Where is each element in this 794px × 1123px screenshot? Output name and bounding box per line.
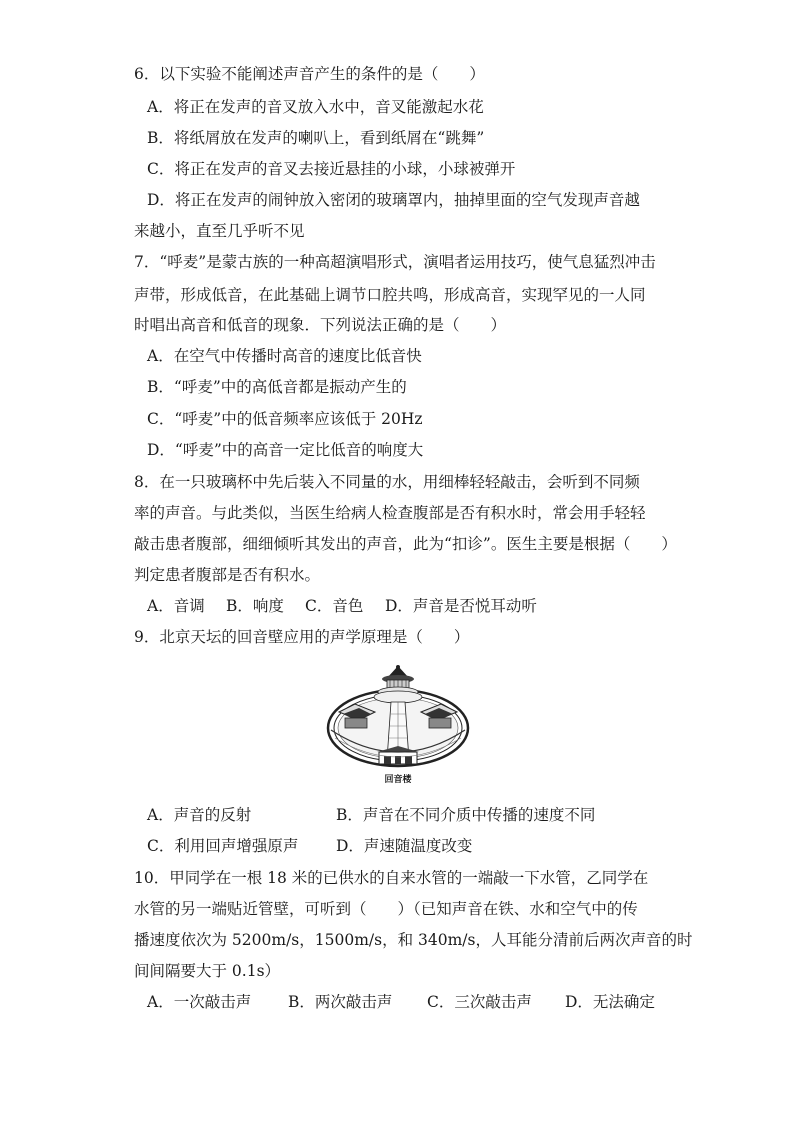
temple-of-heaven-illustration: [325, 664, 471, 774]
q8-option-c: C．音色: [305, 597, 364, 615]
q9-option-d: D．声速随温度改变: [336, 837, 473, 855]
q10-stem-line3: 播速度依次为 5200m/s，1500m/s，和 340m/s，人耳能分清前后两次声音的时: [134, 931, 693, 949]
q9-option-b: B．声音在不同介质中传播的速度不同: [336, 806, 596, 824]
q6-option-d: D．将正在发声的闹钟放入密闭的玻璃罩内，抽掉里面的空气发现声音越: [147, 191, 640, 209]
q6-option-d-cont: 来越小，直至几乎听不见: [134, 222, 305, 240]
q9-option-c: C．利用回声增强原声: [147, 837, 299, 855]
figure-caption: 回音楼: [384, 775, 412, 785]
echo-wall-figure: [325, 664, 471, 790]
q10-stem-line4: 间间隔要大于 0.1s）: [134, 962, 281, 980]
q8-stem-line4: 判定患者腹部是否有积水。: [134, 566, 321, 584]
q8-option-d: D．声音是否悦耳动听: [385, 597, 537, 615]
q10-stem-line2: 水管的另一端贴近管壁，可听到（ ）（已知声音在铁、水和空气中的传: [134, 900, 638, 918]
q6-stem: 6．以下实验不能阐述声音产生的条件的是（ ）: [134, 65, 485, 83]
q10-option-a: A．一次敲击声: [147, 993, 252, 1011]
q7-option-d: D．“呼麦”中的高音一定比低音的响度大: [147, 441, 424, 459]
q10-option-d: D．无法确定: [565, 993, 655, 1011]
q6-option-a: A．将正在发声的音叉放入水中，音叉能激起水花: [147, 98, 484, 116]
q10-option-c: C．三次敲击声: [427, 993, 532, 1011]
q8-stem-line1: 8．在一只玻璃杯中先后装入不同量的水，用细棒轻轻敲击，会听到不同频: [134, 473, 640, 491]
q7-option-c: C．“呼麦”中的低音频率应该低于 20Hz: [147, 410, 423, 428]
q9-option-a: A．声音的反射: [147, 806, 252, 824]
q8-stem-line3: 敲击患者腹部，细细倾听其发出的声音，此为“扣诊”。医生主要是根据（ ）: [134, 535, 677, 553]
q7-option-b: B．“呼麦”中的高低音都是振动产生的: [147, 378, 407, 396]
q10-stem-line1: 10．甲同学在一根 18 米的已供水的自来水管的一端敲一下水管，乙同学在: [134, 869, 649, 887]
q8-option-a: A．音调: [147, 597, 205, 615]
q8-stem-line2: 率的声音。与此类似，当医生给病人检查腹部是否有积水时，常会用手轻轻: [134, 504, 646, 522]
q9-stem: 9．北京天坛的回音壁应用的声学原理是（ ）: [134, 628, 470, 646]
q8-option-b: B．响度: [226, 597, 284, 615]
q7-stem-line3: 时唱出高音和低音的现象．下列说法正确的是（ ）: [134, 316, 507, 334]
q6-option-b: B．将纸屑放在发声的喇叭上，看到纸屑在“跳舞”: [147, 129, 485, 147]
q10-option-b: B．两次敲击声: [288, 993, 393, 1011]
q7-option-a: A．在空气中传播时高音的速度比低音快: [147, 347, 422, 365]
q6-option-c: C．将正在发声的音叉去接近悬挂的小球，小球被弹开: [147, 160, 516, 178]
q7-stem-line2: 声带，形成低音，在此基础上调节口腔共鸣，形成高音，实现罕见的一人同: [134, 286, 646, 304]
q7-stem-line1: 7．“呼麦”是蒙古族的一种高超演唱形式，演唱者运用技巧，使气息猛烈冲击: [134, 253, 656, 271]
